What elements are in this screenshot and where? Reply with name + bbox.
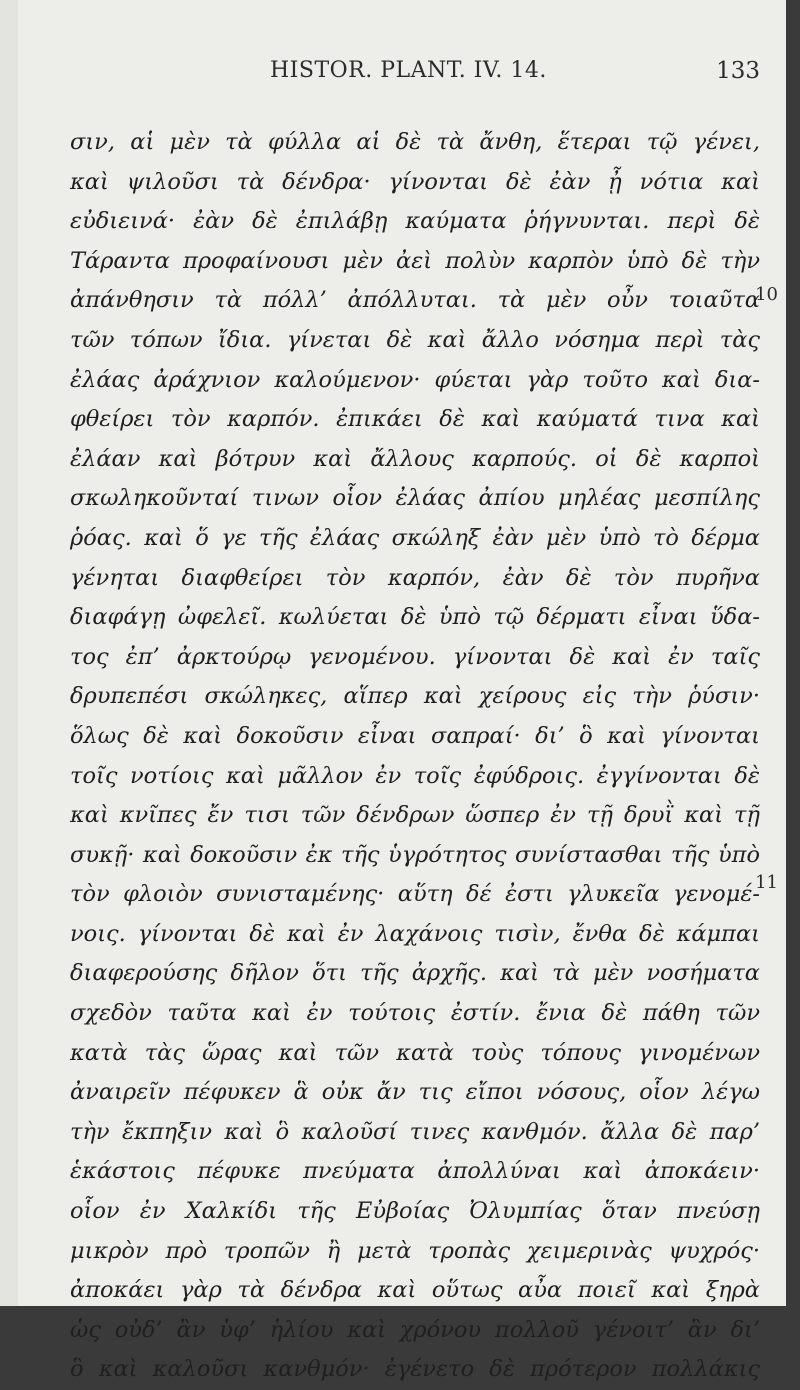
text-line: διαφερούσης δῆλον ὅτι τῆς ἀρχῆς. καὶ τὰ μὲν νοσήματα	[70, 960, 760, 987]
running-head: HISTOR. PLANT. IV. 14.	[270, 58, 547, 83]
text-line: τοῖς νοτίοις καὶ μᾶλλον ἐν τοῖς ἐφύδροις. ἐγγίνονται δὲ	[70, 762, 760, 789]
text-line: ῥόας. καὶ ὅ γε τῆς ἐλάας σκώληξ ἐὰν μὲν ὑπὸ τὸ δέρμα	[70, 524, 760, 551]
text-line: κατὰ τὰς ὥρας καὶ τῶν κατὰ τοὺς τόπους γινομένων	[70, 1039, 760, 1066]
text-line: εὐδιεινά· ἐὰν δὲ ἐπιλάβῃ καύματα ῥήγνυνται. περὶ δὲ	[70, 208, 760, 235]
text-line: τὴν ἔκπηξιν καὶ ὃ καλοῦσί τινες κανθμόν. ἄλλα δὲ παρ’	[70, 1118, 760, 1145]
text-line: ἀπάνθησιν τὰ πόλλ’ ἀπόλλυται. τὰ μὲν οὖν τοιαῦτα	[70, 287, 760, 314]
main-text	[70, 123, 760, 1390]
text-line: οἷον ἐν Χαλκίδι τῆς Εὐβοίας Ὀλυμπίας ὅταν πνεύσῃ	[70, 1198, 760, 1225]
text-line: ἑκάστοις πέφυκε πνεύματα ἀπολλύναι καὶ ἀποκάειν·	[70, 1158, 760, 1185]
text-line: ὅλως δὲ καὶ δοκοῦσιν εἶναι σαπραί· δι’ ὃ καὶ γίνονται	[70, 722, 760, 749]
text-line: ὡς οὐδ’ ἂν ὑφ’ ἡλίου καὶ χρόνου πολλοῦ γένοιτ’ ἂν δι’	[70, 1316, 760, 1343]
text-line: ἀναιρεῖν πέφυκεν ἃ οὐκ ἄν τις εἴποι νόσους, οἷον λέγω	[70, 1079, 760, 1106]
text-line: συκῇ· καὶ δοκοῦσιν ἐκ τῆς ὑγρότητος συνίστασθαι τῆς ὑπὸ	[70, 841, 760, 868]
text-line: νοις. γίνονται δὲ καὶ ἐν λαχάνοις τισὶν, ἔνθα δὲ κάμπαι	[70, 920, 760, 947]
page-header	[18, 58, 800, 94]
text-line: καὶ κνῖπες ἔν τισι τῶν δένδρων ὥσπερ ἐν τῇ δρυῒ καὶ τῇ	[70, 802, 760, 829]
text-line: γένηται διαφθείρει τὸν καρπόν, ἐὰν δὲ τὸν πυρῆνα	[70, 564, 760, 591]
text-line: τῶν τόπων ἴδια. γίνεται δὲ καὶ ἄλλο νόσημα περὶ τὰς	[70, 326, 760, 353]
text-line: καὶ ψιλοῦσι τὰ δένδρα· γίνονται δὲ ἐὰν ᾖ νότια καὶ	[70, 168, 760, 195]
line-number-10: 10	[755, 284, 778, 305]
text-line: τος ἐπ’ ἀρκτούρῳ γενομένου. γίνονται δὲ καὶ ἐν ταῖς	[70, 643, 760, 670]
text-line: ἐλάαν καὶ βότρυν καὶ ἄλλους καρπούς. οἱ δὲ καρποὶ	[70, 445, 760, 472]
text-line: σχεδὸν ταῦτα καὶ ἐν τούτοις ἐστίν. ἔνια δὲ πάθη τῶν	[70, 1000, 760, 1027]
text-line: σιν, αἱ μὲν τὰ φύλλα αἱ δὲ τὰ ἄνθη, ἕτεραι τῷ γένει,	[70, 129, 760, 155]
line-number-11: 11	[755, 872, 778, 893]
text-line: φθείρει τὸν καρπόν. ἐπικάει δὲ καὶ καύματά τινα καὶ	[70, 406, 760, 433]
text-line: δρυπεπέσι σκώληκες, αἵπερ καὶ χείρους εἰς τὴν ῥύσιν·	[70, 683, 760, 710]
text-line: διαφάγῃ ὠφελεῖ. κωλύεται δὲ ὑπὸ τῷ δέρματι εἶναι ὕδα-	[70, 604, 760, 631]
text-line: ἀποκάει γὰρ τὰ δένδρα καὶ οὕτως αὖα ποιεῖ καὶ ξηρὰ	[70, 1277, 760, 1304]
text-line: μικρὸν πρὸ τροπῶν ἢ μετὰ τροπὰς χειμερινὰς ψυχρός·	[70, 1237, 760, 1264]
text-line: τὸν φλοιὸν συνισταμένης· αὕτη δέ ἐστι γλυκεῖα γενομέ-	[70, 881, 760, 908]
page-number: 133	[716, 58, 760, 84]
text-line: σκωληκοῦνταί τινων οἷον ἐλάας ἀπίου μηλέας μεσπίλης	[70, 485, 760, 512]
text-line: ὃ καὶ καλοῦσι κανθμόν· ἐγένετο δὲ πρότερον πολλάκις	[70, 1356, 760, 1383]
text-line: ἐλάας ἀράχνιον καλούμενον· φύεται γὰρ τοῦτο καὶ δια-	[70, 366, 760, 393]
text-line: Τάραντα προφαίνουσι μὲν ἀεὶ πολὺν καρπὸν ὑπὸ δὲ τὴν	[70, 247, 760, 274]
